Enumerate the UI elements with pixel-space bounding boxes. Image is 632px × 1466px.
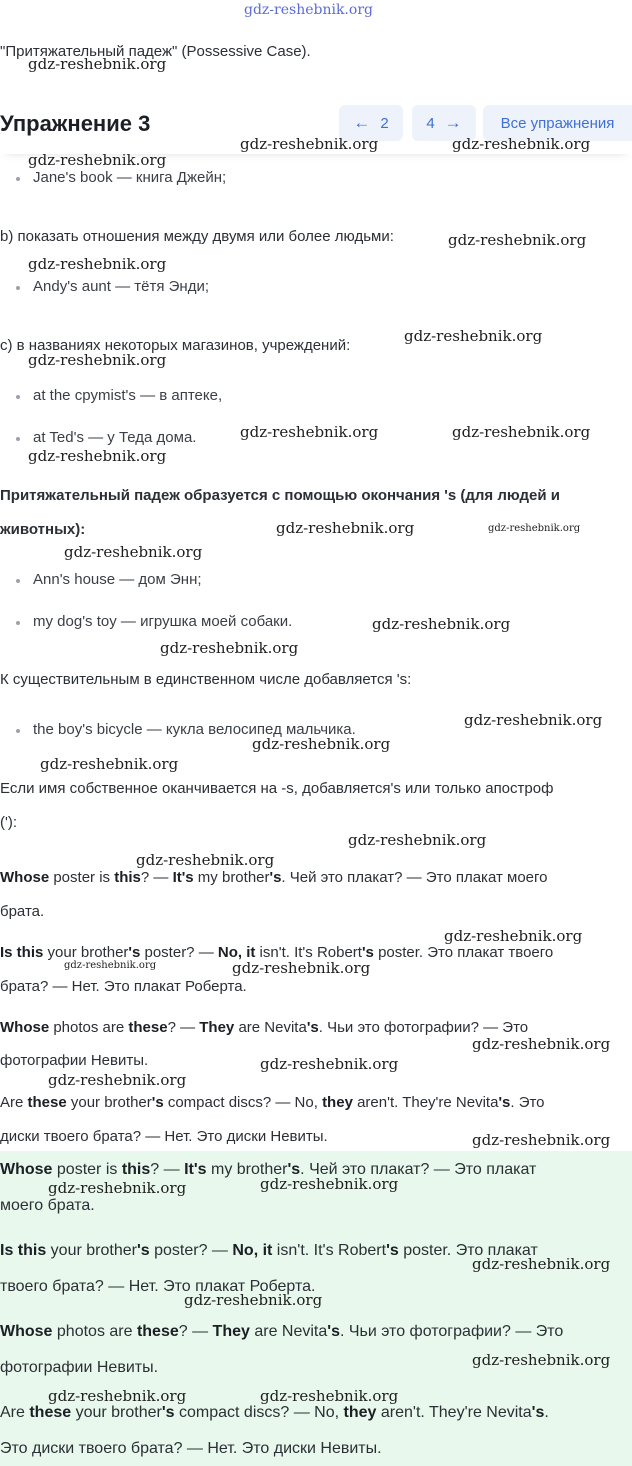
watermark: gdz-reshebnik.org (472, 1351, 611, 1369)
page-title: Упражнение 3 (0, 111, 151, 136)
watermark: gdz-reshebnik.org (452, 423, 591, 441)
watermark: gdz-reshebnik.org (488, 523, 581, 534)
watermark: gdz-reshebnik.org (240, 423, 379, 441)
watermark: gdz-reshebnik.org (464, 711, 603, 729)
list-item: my dog's toy — игрушка моей собаки. (33, 613, 293, 630)
watermark: gdz-reshebnik.org (372, 615, 511, 633)
watermark: gdz-reshebnik.org (64, 960, 157, 971)
watermark: gdz-reshebnik.org (472, 1131, 611, 1149)
list-bullet (16, 729, 20, 733)
answer-line: твоего брата? — Нет. Это плакат Роберта. (0, 1278, 316, 1295)
answer-line: фотографии Невиты. (0, 1359, 159, 1376)
answer-line: Is this your brother's poster? — No, it isn't. It's Robert's poster. Это плакат (0, 1242, 538, 1259)
watermark: gdz-reshebnik.org (48, 1179, 187, 1197)
rule-text: Притяжательный падеж образуется с помощью окончания 's (для людей и (0, 487, 560, 504)
watermark: gdz-reshebnik.org (136, 851, 275, 869)
watermark: gdz-reshebnik.org (472, 1255, 611, 1273)
dialogue-line: Whose photos are these? — They are Nevita's. Чьи это фотографии? — Это (0, 1019, 529, 1036)
paragraph: К существительным в единственном числе добавляется 's: (0, 671, 412, 688)
dialogue-line: брата. (0, 903, 45, 920)
paragraph: ('): (0, 814, 18, 831)
watermark: gdz-reshebnik.org (28, 351, 167, 369)
dialogue-line: Whose poster is this? — It's my brother's. Чей это плакат? — Это плакат моего (0, 869, 548, 886)
watermark: gdz-reshebnik.org (64, 543, 203, 561)
watermark: gdz-reshebnik.org (28, 255, 167, 273)
watermark: gdz-reshebnik.org (260, 1387, 399, 1405)
paragraph: c) в названиях некоторых магазинов, учреждений: (0, 337, 351, 354)
list-item: Ann's house — дом Энн; (33, 571, 202, 588)
rule-text: животных): (0, 521, 86, 538)
watermark: gdz-reshebnik.org (276, 519, 415, 537)
watermark: gdz-reshebnik.org (48, 1387, 187, 1405)
list-bullet (16, 395, 20, 399)
watermark: gdz-reshebnik.org (404, 327, 543, 345)
list-item: Jane's book — книга Джейн; (33, 169, 227, 186)
answer-line: моего брата. (0, 1197, 95, 1214)
watermark: gdz-reshebnik.org (28, 447, 167, 465)
watermark: gdz-reshebnik.org (244, 2, 373, 18)
answer-line: Это диски твоего брата? — Нет. Это диски Невиты. (0, 1440, 382, 1457)
watermark: gdz-reshebnik.org (472, 1035, 611, 1053)
watermark: gdz-reshebnik.org (260, 1175, 399, 1193)
watermark: gdz-reshebnik.org (184, 1291, 323, 1309)
answer-line: Whose photos are these? — They are Nevita's. Чьи это фотографии? — Это (0, 1323, 564, 1340)
dialogue-line: Is this your brother's poster? — No, it isn't. It's Robert's poster. Это плакат твоего (0, 944, 554, 961)
paragraph: Если имя собственное оканчивается на -s, добавляется's или только апостроф (0, 780, 554, 797)
watermark: gdz-reshebnik.org (240, 135, 379, 153)
watermark: gdz-reshebnik.org (348, 831, 487, 849)
dialogue-line: брата? — Нет. Это плакат Роберта. (0, 978, 247, 995)
list-bullet (16, 177, 20, 181)
list-item: the boy's bicycle — кукла велосипед мальчика. (33, 721, 356, 738)
answer-line: Whose poster is this? — It's my brother's. Чей это плакат? — Это плакат (0, 1161, 537, 1178)
prev-exercise-label: 2 (380, 114, 389, 132)
arrow-right-icon: → (444, 113, 462, 132)
watermark: gdz-reshebnik.org (48, 1071, 187, 1089)
watermark: gdz-reshebnik.org (260, 1055, 399, 1073)
list-item: Andy's aunt — тётя Энди; (33, 278, 209, 295)
dialogue-line: Are these your brother's compact discs? — No, they aren't. They're Nevita's. Это (0, 1094, 545, 1111)
list-bullet (16, 621, 20, 625)
watermark: gdz-reshebnik.org (232, 959, 371, 977)
paragraph: b) показать отношения между двумя или более людьми: (0, 228, 394, 245)
watermark: gdz-reshebnik.org (28, 55, 167, 73)
watermark: gdz-reshebnik.org (444, 927, 583, 945)
answer-line: Are these your brother's compact discs? — No, they aren't. They're Nevita's. (0, 1404, 549, 1421)
watermark: gdz-reshebnik.org (448, 231, 587, 249)
list-bullet (16, 437, 20, 441)
watermark: gdz-reshebnik.org (28, 151, 167, 169)
watermark: gdz-reshebnik.org (40, 755, 179, 773)
all-exercises-button[interactable]: Все упражнения (483, 105, 632, 141)
list-item: at Ted's — у Теда дома. (33, 429, 197, 446)
watermark: gdz-reshebnik.org (452, 135, 591, 153)
arrow-left-icon: ← (353, 113, 371, 132)
list-bullet (16, 579, 20, 583)
dialogue-line: фотографии Невиты. (0, 1052, 149, 1069)
watermark: gdz-reshebnik.org (252, 735, 391, 753)
list-bullet (16, 286, 20, 290)
watermark: gdz-reshebnik.org (160, 639, 299, 657)
intro-text: "Притяжательный падеж" (Possessive Case). (0, 43, 311, 60)
list-item: at the срymist's — в аптеке, (33, 387, 223, 404)
next-exercise-label: 4 (426, 114, 435, 132)
dialogue-line: диски твоего брата? — Нет. Это диски Невиты. (0, 1128, 328, 1145)
